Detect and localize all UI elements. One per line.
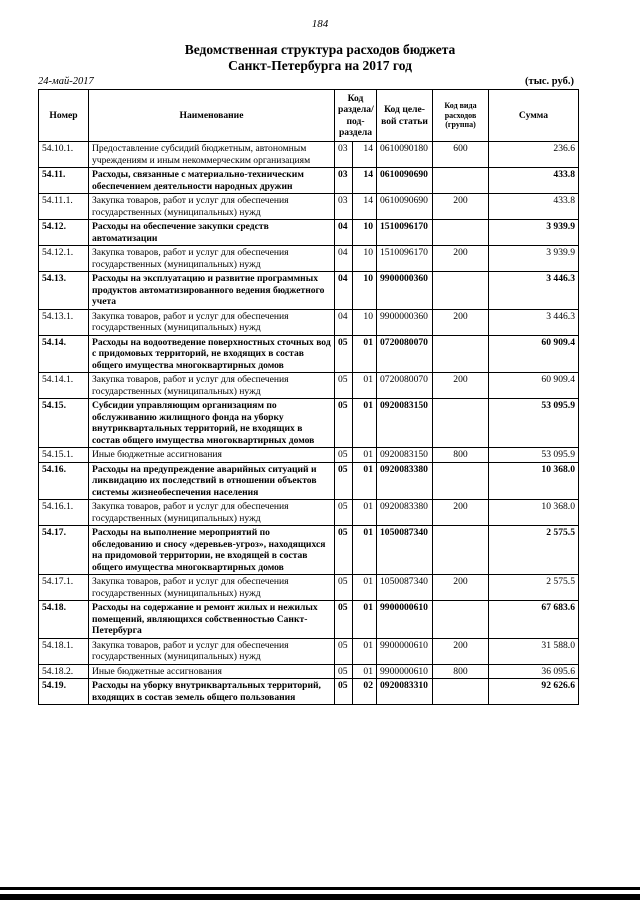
- row-number: 54.16.: [39, 462, 89, 500]
- row-name: Закупка товаров, работ и услуг для обеспечения государственных (муниципальных) нужд: [89, 246, 335, 272]
- title-line-2: Санкт-Петербурга на 2017 год: [228, 58, 412, 73]
- row-target-article: 0920083150: [377, 448, 433, 463]
- row-number: 54.17.: [39, 526, 89, 575]
- row-expense-type: [433, 462, 489, 500]
- row-number: 54.18.2.: [39, 664, 89, 679]
- row-expense-type: 800: [433, 448, 489, 463]
- row-section: 05: [335, 399, 353, 448]
- table-row: [39, 601, 579, 639]
- row-subsection: 02: [353, 679, 377, 705]
- table-row: [39, 335, 579, 373]
- row-number: 54.16.1.: [39, 500, 89, 526]
- row-subsection: 01: [353, 575, 377, 601]
- row-name: Закупка товаров, работ и услуг для обеспечения государственных (муниципальных) нужд: [89, 500, 335, 526]
- row-sum: 2 575.5: [489, 575, 579, 601]
- row-name: Закупка товаров, работ и услуг для обеспечения государственных (муниципальных) нужд: [89, 575, 335, 601]
- bottom-rule: [0, 887, 640, 890]
- row-name: Расходы на содержание и ремонт жилых и нежилых помещений, являющихся собственностью Санкт-Петербурга: [89, 601, 335, 639]
- row-subsection: 01: [353, 526, 377, 575]
- row-section: 03: [335, 168, 353, 194]
- row-section: 04: [335, 246, 353, 272]
- table-row: [39, 373, 579, 399]
- row-expense-type: 600: [433, 142, 489, 168]
- row-name: Закупка товаров, работ и услуг для обеспечения государственных (муниципальных) нужд: [89, 194, 335, 220]
- row-target-article: 1510096170: [377, 220, 433, 246]
- table-row: [39, 679, 579, 705]
- row-subsection: 01: [353, 664, 377, 679]
- table-row: [39, 142, 579, 168]
- row-number: 54.14.: [39, 335, 89, 373]
- row-target-article: 0920083310: [377, 679, 433, 705]
- row-number: 54.18.1.: [39, 638, 89, 664]
- row-target-article: 0610090690: [377, 194, 433, 220]
- row-target-article: 1510096170: [377, 246, 433, 272]
- row-target-article: 0920083380: [377, 462, 433, 500]
- row-sum: 236.6: [489, 142, 579, 168]
- row-sum: 67 683.6: [489, 601, 579, 639]
- row-number: 54.15.: [39, 399, 89, 448]
- row-subsection: 01: [353, 638, 377, 664]
- row-number: 54.11.1.: [39, 194, 89, 220]
- row-section: 04: [335, 309, 353, 335]
- row-section: 03: [335, 142, 353, 168]
- row-subsection: 01: [353, 462, 377, 500]
- row-name: Закупка товаров, работ и услуг для обеспечения государственных (муниципальных) нужд: [89, 638, 335, 664]
- row-section: 05: [335, 601, 353, 639]
- row-section: 05: [335, 575, 353, 601]
- row-target-article: 0610090180: [377, 142, 433, 168]
- row-section: 05: [335, 679, 353, 705]
- row-name: Расходы, связанные с материально-техническим обеспечением деятельности народных дружин: [89, 168, 335, 194]
- table-row: [39, 462, 579, 500]
- row-sum: 60 909.4: [489, 335, 579, 373]
- table-row: [39, 272, 579, 310]
- row-subsection: 10: [353, 220, 377, 246]
- row-sum: 2 575.5: [489, 526, 579, 575]
- row-expense-type: 200: [433, 373, 489, 399]
- header-section: Код раздела/ под- раздела: [335, 90, 377, 142]
- row-expense-type: 800: [433, 664, 489, 679]
- row-subsection: 10: [353, 309, 377, 335]
- bottom-rule-thick: [0, 894, 640, 900]
- row-sum: 3 939.9: [489, 246, 579, 272]
- row-section: 04: [335, 220, 353, 246]
- table-row: [39, 168, 579, 194]
- row-name: Расходы на эксплуатацию и развитие программных продуктов автоматизированного ведения бюджетного учета: [89, 272, 335, 310]
- row-number: 54.12.: [39, 220, 89, 246]
- row-section: 05: [335, 373, 353, 399]
- table-row: [39, 194, 579, 220]
- row-expense-type: [433, 601, 489, 639]
- table-row: [39, 220, 579, 246]
- units-label: (тыс. руб.): [525, 76, 574, 87]
- header-kvr: Код вида расходов (группа): [433, 90, 489, 142]
- row-expense-type: [433, 272, 489, 310]
- row-number: 54.19.: [39, 679, 89, 705]
- row-section: 05: [335, 500, 353, 526]
- row-sum: 433.8: [489, 194, 579, 220]
- row-name: Субсидии управляющим организациям по обслуживанию жилищного фонда на уборку внутриквартальных территорий, не входящих в состав общего имущества многоквартирных домов: [89, 399, 335, 448]
- row-section: 05: [335, 638, 353, 664]
- row-name: Предоставление субсидий бюджетным, автономным учреждениям и иным некоммерческим организациям: [89, 142, 335, 168]
- table-row: [39, 399, 579, 448]
- row-name: Расходы на уборку внутриквартальных территорий, входящих в состав земель общего пользования: [89, 679, 335, 705]
- row-number: 54.10.1.: [39, 142, 89, 168]
- row-expense-type: 200: [433, 246, 489, 272]
- header-sum: Сумма: [489, 90, 579, 142]
- table-row: [39, 575, 579, 601]
- row-target-article: 0610090690: [377, 168, 433, 194]
- row-sum: 10 368.0: [489, 462, 579, 500]
- row-section: 05: [335, 664, 353, 679]
- row-sum: 10 368.0: [489, 500, 579, 526]
- row-section: 03: [335, 194, 353, 220]
- row-target-article: 0920083380: [377, 500, 433, 526]
- row-number: 54.15.1.: [39, 448, 89, 463]
- row-expense-type: [433, 168, 489, 194]
- row-sum: 53 095.9: [489, 399, 579, 448]
- row-target-article: 9900000610: [377, 601, 433, 639]
- row-name: Закупка товаров, работ и услуг для обеспечения государственных (муниципальных) нужд: [89, 309, 335, 335]
- row-name: Иные бюджетные ассигнования: [89, 664, 335, 679]
- row-target-article: 9900000360: [377, 272, 433, 310]
- document-date: 24-май-2017: [38, 76, 94, 87]
- row-subsection: 01: [353, 601, 377, 639]
- row-name: Закупка товаров, работ и услуг для обеспечения государственных (муниципальных) нужд: [89, 373, 335, 399]
- document-title: [0, 42, 640, 74]
- row-target-article: 0920083150: [377, 399, 433, 448]
- title-line-1: Ведомственная структура расходов бюджета: [184, 42, 456, 57]
- row-section: 04: [335, 272, 353, 310]
- row-target-article: 9900000610: [377, 664, 433, 679]
- row-subsection: 14: [353, 194, 377, 220]
- row-section: 05: [335, 448, 353, 463]
- row-subsection: 01: [353, 373, 377, 399]
- row-subsection: 14: [353, 168, 377, 194]
- row-number: 54.18.: [39, 601, 89, 639]
- row-target-article: 1050087340: [377, 575, 433, 601]
- row-expense-type: 200: [433, 638, 489, 664]
- table-row: [39, 500, 579, 526]
- row-target-article: 9900000610: [377, 638, 433, 664]
- row-expense-type: [433, 220, 489, 246]
- header-num: Номер: [39, 90, 89, 142]
- row-number: 54.13.: [39, 272, 89, 310]
- row-sum: 92 626.6: [489, 679, 579, 705]
- row-target-article: 0720080070: [377, 335, 433, 373]
- table-row: [39, 246, 579, 272]
- table-row: [39, 448, 579, 463]
- row-section: 05: [335, 526, 353, 575]
- row-expense-type: [433, 399, 489, 448]
- row-expense-type: 200: [433, 309, 489, 335]
- page-number: 184: [311, 18, 329, 30]
- table-row: [39, 526, 579, 575]
- row-target-article: 0720080070: [377, 373, 433, 399]
- row-sum: 36 095.6: [489, 664, 579, 679]
- row-name: Расходы на предупреждение аварийных ситуаций и ликвидацию их последствий в отношении объектов системы жизнеобеспечения населения: [89, 462, 335, 500]
- row-name: Иные бюджетные ассигнования: [89, 448, 335, 463]
- row-number: 54.12.1.: [39, 246, 89, 272]
- row-section: 05: [335, 335, 353, 373]
- row-section: 05: [335, 462, 353, 500]
- row-number: 54.13.1.: [39, 309, 89, 335]
- budget-table-body: [39, 142, 579, 705]
- row-sum: 31 588.0: [489, 638, 579, 664]
- row-subsection: 10: [353, 246, 377, 272]
- row-subsection: 01: [353, 448, 377, 463]
- row-target-article: 1050087340: [377, 526, 433, 575]
- row-name: Расходы на выполнение мероприятий по обследованию и сносу «деревьев-угроз», находящихся на придомовой территории, не входящей в состав общего имущества многоквартирных домов: [89, 526, 335, 575]
- row-name: Расходы на обеспечение закупки средств автоматизации: [89, 220, 335, 246]
- row-expense-type: 200: [433, 194, 489, 220]
- budget-table: [38, 89, 579, 705]
- row-subsection: 01: [353, 399, 377, 448]
- row-number: 54.14.1.: [39, 373, 89, 399]
- row-sum: 3 446.3: [489, 309, 579, 335]
- row-subsection: 01: [353, 500, 377, 526]
- row-number: 54.11.: [39, 168, 89, 194]
- row-expense-type: [433, 679, 489, 705]
- row-expense-type: 200: [433, 500, 489, 526]
- row-sum: 433.8: [489, 168, 579, 194]
- table-row: [39, 638, 579, 664]
- row-expense-type: [433, 526, 489, 575]
- table-row: [39, 309, 579, 335]
- row-subsection: 10: [353, 272, 377, 310]
- row-sum: 3 446.3: [489, 272, 579, 310]
- row-name: Расходы на водоотведение поверхностных сточных вод с придомовых территорий, не входящих в состав общего имущества многоквартирных домов: [89, 335, 335, 373]
- row-expense-type: 200: [433, 575, 489, 601]
- row-sum: 3 939.9: [489, 220, 579, 246]
- table-row: [39, 664, 579, 679]
- row-sum: 60 909.4: [489, 373, 579, 399]
- row-sum: 53 095.9: [489, 448, 579, 463]
- header-name: Наименование: [89, 90, 335, 142]
- header-csr: Код целе- вой статьи: [377, 90, 433, 142]
- row-number: 54.17.1.: [39, 575, 89, 601]
- row-target-article: 9900000360: [377, 309, 433, 335]
- row-expense-type: [433, 335, 489, 373]
- row-subsection: 01: [353, 335, 377, 373]
- row-subsection: 14: [353, 142, 377, 168]
